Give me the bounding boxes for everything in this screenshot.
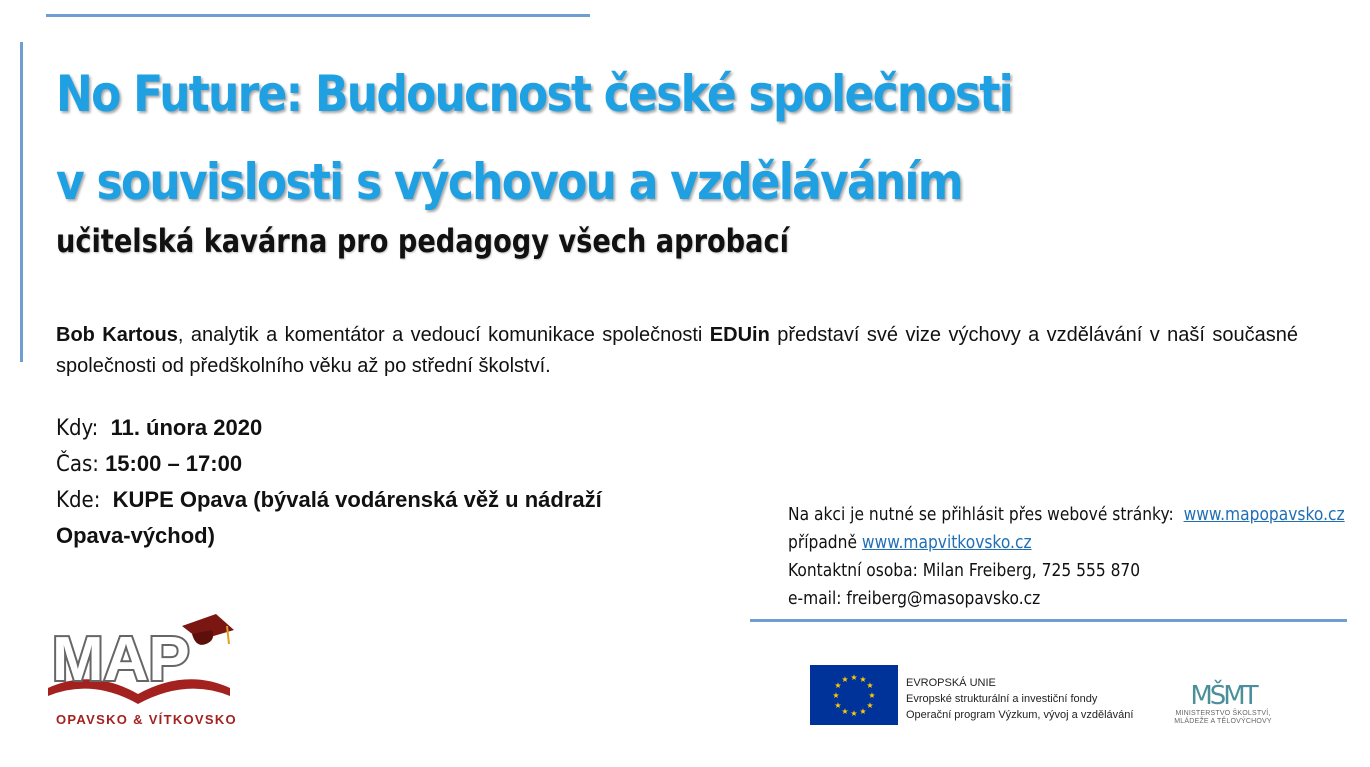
svg-text:★: ★ xyxy=(850,709,858,718)
svg-text:★: ★ xyxy=(841,707,849,716)
svg-text:★: ★ xyxy=(834,701,842,710)
contact-email: e-mail: freiberg@masopavsko.cz xyxy=(788,588,1041,609)
svg-text:★: ★ xyxy=(841,675,849,684)
msmt-caption-line-1: MINISTERSTVO ŠKOLSTVÍ, xyxy=(1175,710,1271,717)
time-value: 15:00 – 17:00 xyxy=(105,451,243,476)
event-description xyxy=(56,320,1298,382)
speaker-name: Bob Kartous xyxy=(56,324,178,346)
eu-title: EVROPSKÁ UNIE xyxy=(906,677,996,689)
page-title xyxy=(56,50,1024,226)
eu-program: Operační program Výzkum, vývoj a vzdělávání xyxy=(906,709,1134,721)
eu-funds: Evropské strukturální a investiční fondy xyxy=(906,693,1098,705)
link-mapopavsko[interactable]: www.mapopavsko.cz xyxy=(1183,504,1345,525)
title-line-1: No Future: Budoucnost české společnosti xyxy=(56,65,1012,123)
svg-text:★: ★ xyxy=(868,691,876,700)
alt-link-line xyxy=(788,529,1345,557)
msmt-caption-line-2: MLÁDEŽE A TĚLOVÝCHOVY xyxy=(1174,718,1272,725)
right-divider xyxy=(750,619,1347,622)
svg-text:★: ★ xyxy=(859,675,867,684)
top-divider xyxy=(46,14,590,17)
alt-text: případně xyxy=(788,532,857,553)
svg-text:★: ★ xyxy=(850,673,858,682)
svg-text:★: ★ xyxy=(834,681,842,690)
eu-logo-text xyxy=(906,675,1133,723)
place-value-1: KUPE Opava (bývalá vodárenská věž u nádraží xyxy=(112,487,602,512)
company-name: EDUin xyxy=(709,324,770,346)
description-text-2: představí své vize výchovy a vzdělávání v naší současné společnosti od předškolního věku až po střední školství. xyxy=(56,324,1299,377)
detail-place xyxy=(56,482,756,518)
svg-text:★: ★ xyxy=(859,707,867,716)
svg-text:★: ★ xyxy=(866,681,874,690)
registration-line xyxy=(788,501,1345,529)
map-logo-caption: OPAVSKO & VÍTKOVSKO xyxy=(56,712,237,727)
place-label: Kde: xyxy=(56,488,101,513)
page-subtitle: učitelská kavárna pro pedagogy všech aprobací xyxy=(56,222,789,260)
map-logo-text: MAP xyxy=(52,625,190,694)
svg-text:★: ★ xyxy=(832,691,840,700)
svg-text:★: ★ xyxy=(866,701,874,710)
detail-place-cont xyxy=(56,518,756,553)
graduation-cap-icon xyxy=(182,614,234,645)
event-details xyxy=(56,410,756,553)
description-text-1: , analytik a komentátor a vedoucí komunikace společnosti xyxy=(177,324,710,346)
eu-flag-icon xyxy=(810,665,898,725)
detail-date xyxy=(56,410,756,446)
link-mapvitkovsko[interactable]: www.mapvitkovsko.cz xyxy=(861,532,1032,553)
contact-person: Kontaktní osoba: Milan Freiberg, 725 555 870 xyxy=(788,560,1141,581)
detail-time xyxy=(56,446,756,482)
title-line-2: v souvislosti s výchovou a vzděláváním xyxy=(56,153,962,211)
date-label: Kdy: xyxy=(56,416,99,441)
registration-text: Na akci je nutné se přihlásit přes webové stránky: xyxy=(788,504,1174,525)
place-value-2: Opava-východ) xyxy=(56,523,215,548)
msmt-caption xyxy=(1163,710,1283,726)
left-divider xyxy=(20,42,23,362)
registration-info xyxy=(788,501,1345,613)
time-label: Čas: xyxy=(56,452,99,477)
msmt-mark: MŠMT xyxy=(1190,681,1256,711)
date-value: 11. února 2020 xyxy=(110,415,263,440)
